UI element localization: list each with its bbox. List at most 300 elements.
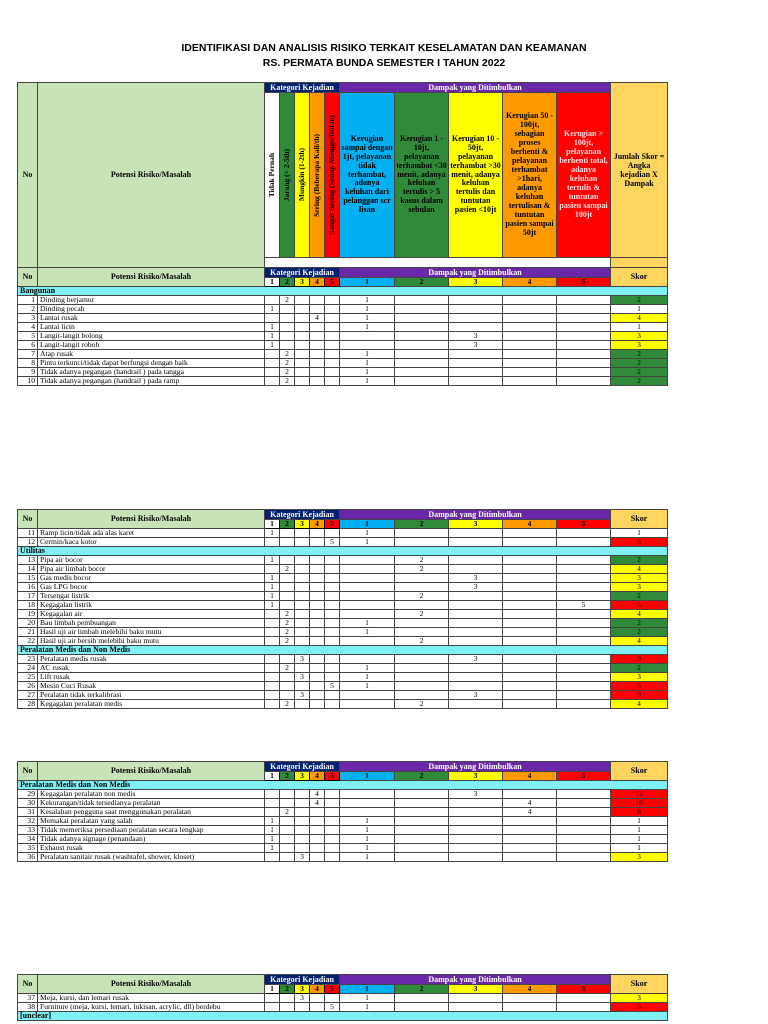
- dampak-cell-4: [503, 592, 557, 601]
- kategori-cell-2: [280, 844, 295, 853]
- dampak-cell-4: [503, 655, 557, 664]
- dampak-cell-3: [449, 556, 503, 565]
- kategori-cell-5: [325, 529, 340, 538]
- row-skor: 8: [611, 808, 668, 817]
- kategori-cell-1: [265, 538, 280, 547]
- kategori-cell-1: 1: [265, 341, 280, 350]
- dampak-cell-4: [503, 682, 557, 691]
- dampak-cell-2: [395, 799, 449, 808]
- kategori-cell-2: [280, 305, 295, 314]
- table-row: [18, 368, 668, 377]
- row-potensi: Dinding berjamur: [38, 296, 265, 305]
- table-row: [18, 673, 668, 682]
- kategori-num-2: 2: [280, 278, 295, 287]
- kategori-cell-1: [265, 359, 280, 368]
- kategori-num-5: 5: [325, 985, 340, 994]
- dampak-cell-1: 1: [340, 664, 395, 673]
- skor-header: Skor: [611, 268, 668, 287]
- dampak-cell-5: [557, 350, 611, 359]
- section-row: [18, 646, 668, 655]
- dampak-cell-4: [503, 844, 557, 853]
- dampak-cell-1: 1: [340, 844, 395, 853]
- kategori-cell-2: 2: [280, 808, 295, 817]
- row-skor: 1: [611, 529, 668, 538]
- row-potensi: Kegagalan peralatan non medis: [38, 790, 265, 799]
- dampak-cell-2: [395, 332, 449, 341]
- kategori-cell-4: [310, 808, 325, 817]
- kategori-cell-5: [325, 853, 340, 862]
- row-no: 15: [18, 574, 38, 583]
- table-row: [18, 296, 668, 305]
- kategori-cell-2: 2: [280, 700, 295, 709]
- kategori-num-1: 1: [265, 772, 280, 781]
- kategori-cell-4: [310, 341, 325, 350]
- row-no: 2: [18, 305, 38, 314]
- dampak-cell-2: [395, 673, 449, 682]
- col-potensi-header: Potensi Risiko/Masalah: [38, 268, 265, 287]
- dampak-cell-5: [557, 853, 611, 862]
- dampak-cell-2: [395, 628, 449, 637]
- dampak-cell-1: 1: [340, 529, 395, 538]
- col-no-header: No: [18, 762, 38, 781]
- kategori-cell-4: [310, 538, 325, 547]
- dampak-cell-3: [449, 673, 503, 682]
- kategori-cell-3: [295, 835, 310, 844]
- kategori-label-2: Jarang (> 2-5th): [280, 93, 295, 258]
- row-no: 12: [18, 538, 38, 547]
- table-row: [18, 592, 668, 601]
- dampak-cell-2: [395, 808, 449, 817]
- row-no: 30: [18, 799, 38, 808]
- kategori-cell-5: [325, 350, 340, 359]
- table-row: [18, 853, 668, 862]
- row-no: 21: [18, 628, 38, 637]
- dampak-cell-2: 2: [395, 565, 449, 574]
- row-no: 18: [18, 601, 38, 610]
- dampak-cell-2: [395, 682, 449, 691]
- row-potensi: Tidak adanya pegangan (handrail ) pada ramp: [38, 377, 265, 386]
- kategori-cell-3: [295, 808, 310, 817]
- dampak-cell-5: 5: [557, 601, 611, 610]
- dampak-cell-3: [449, 808, 503, 817]
- kategori-cell-4: [310, 655, 325, 664]
- kategori-cell-2: 2: [280, 296, 295, 305]
- kategori-cell-1: [265, 610, 280, 619]
- row-no: 22: [18, 637, 38, 646]
- kategori-cell-2: [280, 682, 295, 691]
- row-skor: 2: [611, 368, 668, 377]
- dampak-cell-5: [557, 610, 611, 619]
- row-no: 20: [18, 619, 38, 628]
- dampak-num-3: 3: [449, 772, 503, 781]
- dampak-cell-2: [395, 359, 449, 368]
- kategori-cell-2: [280, 583, 295, 592]
- kategori-cell-2: [280, 332, 295, 341]
- dampak-cell-1: [340, 583, 395, 592]
- dampak-cell-4: [503, 700, 557, 709]
- dampak-cell-3: [449, 994, 503, 1003]
- dampak-cell-1: 1: [340, 835, 395, 844]
- dampak-cell-3: [449, 377, 503, 386]
- kategori-cell-2: [280, 574, 295, 583]
- dampak-cell-1: [340, 565, 395, 574]
- dampak-cell-3: [449, 628, 503, 637]
- kategori-num-1: 1: [265, 520, 280, 529]
- table-row: [18, 601, 668, 610]
- kategori-label-4: Sering (Beberapa Kali/th): [310, 93, 325, 258]
- dampak-num-2: 2: [395, 520, 449, 529]
- dampak-cell-2: [395, 574, 449, 583]
- row-potensi: AC rusak: [38, 664, 265, 673]
- dampak-cell-3: [449, 853, 503, 862]
- kategori-cell-1: 1: [265, 332, 280, 341]
- kategori-cell-4: [310, 529, 325, 538]
- row-no: 5: [18, 332, 38, 341]
- row-potensi: Langit-langit bolong: [38, 332, 265, 341]
- dampak-cell-5: [557, 628, 611, 637]
- dampak-cell-2: [395, 296, 449, 305]
- row-skor: 12: [611, 790, 668, 799]
- dampak-cell-5: [557, 565, 611, 574]
- dampak-cell-4: [503, 529, 557, 538]
- dampak-cell-4: [503, 296, 557, 305]
- document-title-line2: RS. PERMATA BUNDA SEMESTER I TAHUN 2022: [262, 57, 506, 69]
- kategori-num-3: 3: [295, 772, 310, 781]
- kategori-cell-5: [325, 826, 340, 835]
- kategori-cell-5: [325, 835, 340, 844]
- table-row: [18, 808, 668, 817]
- kategori-cell-5: [325, 592, 340, 601]
- dampak-cell-5: [557, 655, 611, 664]
- dampak-cell-2: 2: [395, 592, 449, 601]
- kategori-cell-5: [325, 323, 340, 332]
- dampak-cell-5: [557, 583, 611, 592]
- kategori-num-2: 2: [280, 772, 295, 781]
- kategori-cell-2: [280, 655, 295, 664]
- dampak-cell-4: [503, 556, 557, 565]
- kategori-cell-3: [295, 305, 310, 314]
- row-no: 36: [18, 853, 38, 862]
- kategori-cell-5: [325, 994, 340, 1003]
- dampak-cell-4: [503, 314, 557, 323]
- row-no: 19: [18, 610, 38, 619]
- kategori-cell-5: [325, 664, 340, 673]
- dampak-cell-3: [449, 529, 503, 538]
- kategori-cell-4: [310, 332, 325, 341]
- dampak-cell-3: [449, 619, 503, 628]
- kategori-cell-4: 4: [310, 799, 325, 808]
- kategori-label-3: Mungkin (1-2th): [295, 93, 310, 258]
- row-skor: 4: [611, 637, 668, 646]
- kategori-num-2: 2: [280, 520, 295, 529]
- dampak-cell-3: [449, 682, 503, 691]
- kategori-cell-3: [295, 844, 310, 853]
- dampak-cell-5: [557, 368, 611, 377]
- dampak-label-4: Kerugian 50 - 100jt, sebagian proses berhenti & pelayanan terhambat >1hari, adanya keluhan tertulisan & tuntutan pasien sampai 50jt: [503, 93, 557, 258]
- dampak-cell-4: [503, 790, 557, 799]
- dampak-num-1: 1: [340, 278, 395, 287]
- kategori-cell-4: [310, 574, 325, 583]
- dampak-cell-2: [395, 350, 449, 359]
- table-row: [18, 1003, 668, 1012]
- kategori-cell-3: [295, 529, 310, 538]
- row-no: 16: [18, 583, 38, 592]
- dampak-cell-4: [503, 323, 557, 332]
- row-no: 7: [18, 350, 38, 359]
- kategori-cell-2: [280, 691, 295, 700]
- table-row: [18, 700, 668, 709]
- dampak-cell-2: [395, 583, 449, 592]
- dampak-cell-2: [395, 377, 449, 386]
- row-skor: 2: [611, 664, 668, 673]
- kategori-cell-4: [310, 565, 325, 574]
- dampak-cell-1: [340, 655, 395, 664]
- kategori-cell-2: [280, 601, 295, 610]
- kategori-cell-4: [310, 844, 325, 853]
- kategori-cell-5: [325, 296, 340, 305]
- kategori-cell-3: [295, 377, 310, 386]
- dampak-cell-3: [449, 592, 503, 601]
- dampak-cell-4: [503, 601, 557, 610]
- dampak-label-2: Kerugian 1 - 10jt, pelayanan terhambat <30 menit, adanya keluhan tertulis > 5 kasus dalam sebulan: [395, 93, 449, 258]
- dampak-cell-1: [340, 799, 395, 808]
- table-row: [18, 835, 668, 844]
- row-skor: 2: [611, 628, 668, 637]
- row-potensi: Langit-langit roboh: [38, 341, 265, 350]
- section-label: Bangunan: [18, 287, 668, 296]
- table-row: [18, 314, 668, 323]
- table-row: [18, 628, 668, 637]
- kategori-cell-2: 2: [280, 359, 295, 368]
- col-no-header: No: [18, 510, 38, 529]
- dampak-label-3: Kerugian 10 - 50jt, pelayanan terhambat >30 menit, adanya keluhan tertulis dan tuntutan pasien <10jt: [449, 93, 503, 258]
- kategori-cell-4: [310, 853, 325, 862]
- row-skor: 5: [611, 601, 668, 610]
- dampak-cell-1: 1: [340, 853, 395, 862]
- row-potensi: Tersengat listrik: [38, 592, 265, 601]
- row-potensi: Tidak adanya pegangan (handrail ) pada tangga: [38, 368, 265, 377]
- dampak-cell-2: 2: [395, 700, 449, 709]
- dampak-cell-2: [395, 691, 449, 700]
- row-no: 28: [18, 700, 38, 709]
- dampak-cell-1: 1: [340, 673, 395, 682]
- table-row: [18, 799, 668, 808]
- kategori-cell-2: [280, 529, 295, 538]
- kategori-cell-3: 3: [295, 673, 310, 682]
- dampak-cell-4: [503, 368, 557, 377]
- kategori-cell-5: 5: [325, 538, 340, 547]
- kategori-cell-2: [280, 799, 295, 808]
- dampak-cell-3: [449, 826, 503, 835]
- kategori-cell-3: 3: [295, 994, 310, 1003]
- row-skor: 5: [611, 538, 668, 547]
- row-no: 14: [18, 565, 38, 574]
- dampak-cell-2: 2: [395, 637, 449, 646]
- kategori-cell-3: [295, 1003, 310, 1012]
- dampak-cell-1: 1: [340, 359, 395, 368]
- kategori-cell-3: 3: [295, 691, 310, 700]
- row-potensi: Gas medis bocor: [38, 574, 265, 583]
- dampak-cell-2: [395, 368, 449, 377]
- table-row: [18, 790, 668, 799]
- row-no: 38: [18, 1003, 38, 1012]
- dampak-header: Dampak yang Ditimbulkan: [340, 268, 611, 278]
- kategori-cell-2: [280, 994, 295, 1003]
- dampak-header: Dampak yang Ditimbulkan: [340, 510, 611, 520]
- dampak-cell-3: [449, 350, 503, 359]
- kategori-cell-1: [265, 673, 280, 682]
- dampak-cell-1: 1: [340, 305, 395, 314]
- kategori-cell-4: [310, 592, 325, 601]
- row-skor: 2: [611, 359, 668, 368]
- row-skor: 9: [611, 655, 668, 664]
- col-potensi-header: Potensi Risiko/Masalah: [38, 762, 265, 781]
- dampak-cell-4: [503, 619, 557, 628]
- kategori-cell-1: [265, 350, 280, 359]
- kategori-cell-3: [295, 359, 310, 368]
- dampak-cell-5: [557, 574, 611, 583]
- kategori-cell-2: 2: [280, 610, 295, 619]
- col-no-header: No: [18, 975, 38, 994]
- dampak-cell-1: 1: [340, 368, 395, 377]
- dampak-cell-3: 3: [449, 655, 503, 664]
- table-row: [18, 826, 668, 835]
- row-skor: 3: [611, 583, 668, 592]
- kategori-cell-2: [280, 556, 295, 565]
- dampak-cell-1: [340, 556, 395, 565]
- row-skor: 1: [611, 817, 668, 826]
- row-skor: 3: [611, 853, 668, 862]
- kategori-cell-1: [265, 682, 280, 691]
- kategori-cell-3: [295, 664, 310, 673]
- dampak-cell-1: 1: [340, 817, 395, 826]
- row-potensi: Hasil uji air bersih melebihi baku mutu: [38, 637, 265, 646]
- kategori-num-4: 4: [310, 520, 325, 529]
- dampak-cell-4: [503, 538, 557, 547]
- table-row: [18, 359, 668, 368]
- dampak-cell-1: 1: [340, 1003, 395, 1012]
- dampak-cell-4: [503, 673, 557, 682]
- dampak-cell-4: [503, 305, 557, 314]
- row-potensi: Pintu terkunci/tidak dapat berfungsi dengan baik: [38, 359, 265, 368]
- dampak-cell-5: [557, 817, 611, 826]
- kategori-cell-4: [310, 700, 325, 709]
- row-potensi: Peralatan sanitair rusak (washtafel, shower, kloset): [38, 853, 265, 862]
- kategori-cell-2: [280, 1003, 295, 1012]
- skor-header: Skor: [611, 975, 668, 994]
- kategori-cell-4: [310, 682, 325, 691]
- dampak-header: Dampak yang Ditimbulkan: [340, 83, 611, 93]
- dampak-num-3: 3: [449, 985, 503, 994]
- kategori-cell-4: [310, 583, 325, 592]
- kategori-cell-5: 5: [325, 1003, 340, 1012]
- skor-header: Skor: [611, 762, 668, 781]
- dampak-cell-1: 1: [340, 619, 395, 628]
- dampak-cell-4: 4: [503, 808, 557, 817]
- kategori-cell-2: [280, 592, 295, 601]
- dampak-cell-4: [503, 817, 557, 826]
- kategori-num-4: 4: [310, 772, 325, 781]
- row-skor: 2: [611, 619, 668, 628]
- dampak-num-2: 2: [395, 772, 449, 781]
- kategori-cell-1: [265, 853, 280, 862]
- kategori-num-5: 5: [325, 520, 340, 529]
- kategori-cell-3: [295, 637, 310, 646]
- row-skor: 1: [611, 844, 668, 853]
- row-skor: 1: [611, 305, 668, 314]
- kategori-cell-3: [295, 565, 310, 574]
- kategori-cell-4: [310, 556, 325, 565]
- dampak-cell-2: [395, 655, 449, 664]
- risk-table-3: [17, 761, 668, 862]
- dampak-cell-1: [340, 610, 395, 619]
- row-potensi: Tidak adanya signage (penandaan): [38, 835, 265, 844]
- dampak-label-1: Kerugian sampai dengan 1jt, pelayanan tidak terhambat, adanya keluhan dari pelanggan scr lisan: [340, 93, 395, 258]
- kategori-cell-2: 2: [280, 350, 295, 359]
- row-potensi: Furniture (meja, kursi, lemari, lukisan, acrylic, dll) berdebu: [38, 1003, 265, 1012]
- kategori-cell-3: [295, 323, 310, 332]
- row-no: 4: [18, 323, 38, 332]
- row-skor: 3: [611, 574, 668, 583]
- compact-header-row: [18, 975, 668, 985]
- dampak-cell-2: 2: [395, 610, 449, 619]
- kategori-cell-1: 1: [265, 817, 280, 826]
- dampak-cell-1: [340, 592, 395, 601]
- section-row: [18, 781, 668, 790]
- dampak-cell-2: [395, 844, 449, 853]
- dampak-num-1: 1: [340, 520, 395, 529]
- dampak-cell-1: 1: [340, 538, 395, 547]
- row-potensi: Atap rusak: [38, 350, 265, 359]
- kategori-cell-2: 2: [280, 565, 295, 574]
- dampak-cell-3: [449, 323, 503, 332]
- kategori-header: Kategori Kejadian: [265, 762, 340, 772]
- kategori-cell-5: [325, 673, 340, 682]
- dampak-cell-5: [557, 691, 611, 700]
- kategori-cell-3: [295, 368, 310, 377]
- table-row: [18, 664, 668, 673]
- dampak-label-5: Kerugian > 100jt, pelayanan berhenti total, adanya keluhan tertulis & tuntutan pasien sampai 100jt: [557, 93, 611, 258]
- table-row: [18, 994, 668, 1003]
- compact-header-row: [18, 762, 668, 772]
- dampak-cell-2: [395, 314, 449, 323]
- row-no: 11: [18, 529, 38, 538]
- dampak-cell-4: [503, 610, 557, 619]
- dampak-cell-1: [340, 601, 395, 610]
- dampak-cell-5: [557, 377, 611, 386]
- dampak-cell-3: [449, 700, 503, 709]
- row-skor: 3: [611, 332, 668, 341]
- row-skor: 5: [611, 1003, 668, 1012]
- row-skor: 1: [611, 323, 668, 332]
- dampak-cell-3: 3: [449, 574, 503, 583]
- kategori-cell-1: 1: [265, 601, 280, 610]
- row-no: 23: [18, 655, 38, 664]
- row-no: 9: [18, 368, 38, 377]
- kategori-cell-5: [325, 637, 340, 646]
- row-no: 29: [18, 790, 38, 799]
- section-label: Peralatan Medis dan Non Medis: [18, 646, 668, 655]
- row-potensi: Peralatan tidak terkalibrasi: [38, 691, 265, 700]
- col-potensi-header: Potensi Risiko/Masalah: [38, 975, 265, 994]
- row-potensi: Bau limbah pembuangan: [38, 619, 265, 628]
- section-label: [unclear]: [18, 1012, 668, 1021]
- dampak-cell-1: 1: [340, 994, 395, 1003]
- kategori-cell-1: [265, 296, 280, 305]
- dampak-num-4: 4: [503, 278, 557, 287]
- kategori-cell-4: [310, 610, 325, 619]
- kategori-cell-3: [295, 619, 310, 628]
